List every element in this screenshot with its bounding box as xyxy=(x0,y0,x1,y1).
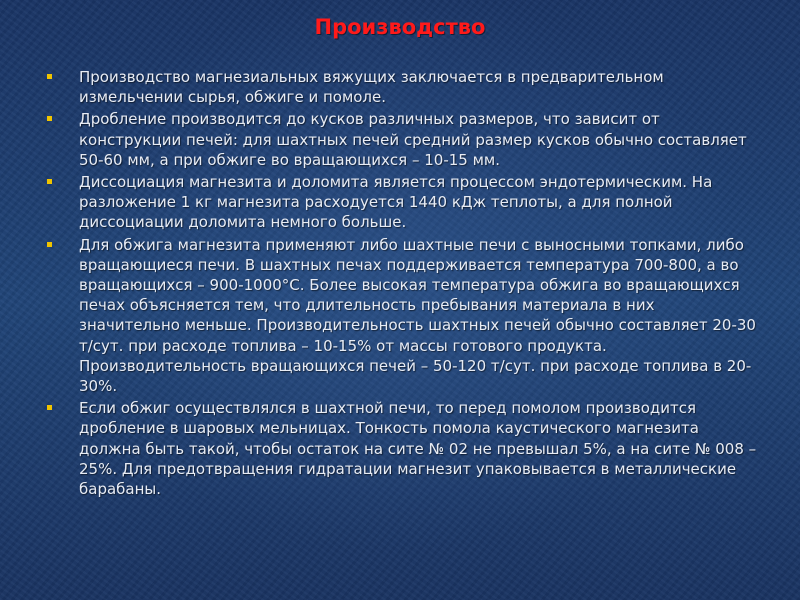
bullet-text: Если обжиг осуществлялся в шахтной печи, то перед помолом производится дробление в шаровых мельницах. Тонкость помола каустического магнезита должна быть такой, чтобы остаток на сите № 02 не превышал 5%, а на сите № 008 – 25%. Для предотвращения гидратации магнезит упаковывается в металлические барабаны. xyxy=(79,399,757,499)
list-item xyxy=(45,398,760,499)
square-bullet-icon xyxy=(47,116,52,121)
square-bullet-icon xyxy=(47,179,52,184)
list-item xyxy=(45,172,760,233)
square-bullet-icon xyxy=(47,242,52,247)
list-item xyxy=(45,235,760,397)
list-item xyxy=(45,67,760,107)
bullet-text: Для обжига магнезита применяют либо шахтные печи с выносными топками, либо вращающиеся печи. В шахтных печах поддерживается температура 700-800, а во вращающихся – 900-1000°С. Более высокая температура обжига во вращающихся печах объясняется тем, что длительность пребывания материала в них значительно меньше. Производительность шахтных печей обычно составляет 20-30 т/сут. при расходе топлива – 10-15% от массы готового продукта. Производительность вращающихся печей – 50-120 т/сут. при расходе топлива в 20-30%. xyxy=(79,235,756,396)
bullet-text: Производство магнезиальных вяжущих заключается в предварительном измельчении сырья, обжиге и помоле. xyxy=(79,68,664,107)
bullet-list xyxy=(45,67,760,501)
square-bullet-icon xyxy=(47,405,52,410)
bullet-text: Диссоциация магнезита и доломита является процессом эндотермическим. На разложение 1 кг магнезита расходуется 1440 кДж теплоты, а для полной диссоциации доломита немного больше. xyxy=(79,173,713,232)
slide-title: Производство xyxy=(314,15,486,39)
bullet-text: Дробление производится до кусков различных размеров, что зависит от конструкции печей: для шахтных печей средний размер кусков обычно составляет 50-60 мм, а при обжиге во вращающихся – 10-15 мм. xyxy=(79,110,747,169)
square-bullet-icon xyxy=(47,74,52,79)
list-item xyxy=(45,109,760,170)
